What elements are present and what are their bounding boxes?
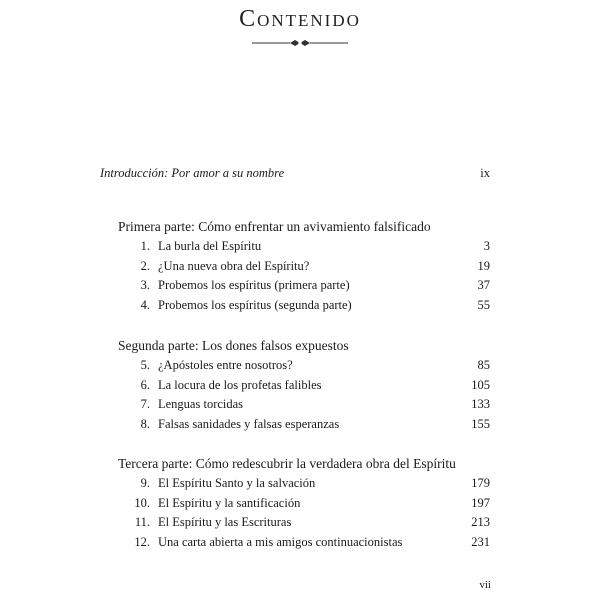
chapter-title: ¿Una nueva obra del Espíritu?: [158, 258, 310, 273]
chapter-page: 155: [471, 417, 490, 432]
toc-part-2: [118, 338, 490, 437]
toc-entry: [118, 535, 490, 555]
ornament-divider-icon: [252, 38, 348, 48]
chapter-title: Probemos los espíritus (segunda parte): [158, 298, 352, 313]
part-title: Segunda parte: Los dones falsos expuestos: [118, 338, 349, 353]
chapter-page: 105: [471, 377, 490, 392]
chapter-title: El Espíritu y las Escrituras: [158, 515, 292, 530]
chapter-number: 9.: [140, 476, 150, 490]
chapter-title: La locura de los profetas falibles: [158, 377, 322, 392]
chapter-page: 19: [477, 258, 490, 273]
part-title: Tercera parte: Cómo redescubrir la verdadera obra del Espíritu: [118, 456, 456, 471]
toc-entry: [118, 239, 490, 259]
chapter-number: 3.: [140, 278, 150, 293]
chapter-title: Lenguas torcidas: [158, 397, 244, 412]
chapter-page: 3: [483, 239, 490, 253]
chapter-number: 8.: [140, 417, 150, 432]
chapter-page: 37: [477, 278, 490, 293]
introduction-label: Introducción: Por amor a su nombre: [100, 166, 285, 180]
chapter-title: El Espíritu y la santificación: [158, 495, 301, 510]
chapter-number: 10.: [134, 495, 150, 510]
introduction-page: ix: [480, 166, 490, 180]
chapter-number: 1.: [140, 239, 150, 253]
chapter-title: La burla del Espíritu: [158, 239, 262, 253]
chapter-number: 5.: [140, 358, 150, 372]
part-title: Primera parte: Cómo enfrentar un avivamiento falsificado: [118, 219, 431, 234]
toc-entry: [118, 496, 490, 516]
toc-entry: [118, 278, 490, 298]
chapter-title: El Espíritu Santo y la salvación: [158, 476, 316, 490]
chapter-page: 85: [477, 358, 490, 372]
chapter-page: 213: [471, 515, 490, 530]
toc-entry: [118, 358, 490, 378]
toc-entry: [118, 476, 490, 496]
chapter-title: Una carta abierta a mis amigos continuacionistas: [158, 535, 403, 550]
toc-introduction: [100, 166, 490, 181]
chapter-number: 2.: [140, 258, 150, 273]
chapter-number: 12.: [134, 535, 150, 550]
chapter-page: 55: [477, 298, 490, 313]
chapter-number: 4.: [140, 298, 150, 313]
toc-entry: [118, 259, 490, 279]
chapter-page: 197: [471, 495, 490, 510]
chapter-page: 133: [471, 397, 490, 412]
chapter-page: 179: [471, 476, 490, 490]
page-title: Contenido: [239, 6, 361, 32]
chapter-number: 7.: [140, 397, 150, 412]
chapter-number: 11.: [134, 515, 150, 530]
page-number: vii: [479, 579, 491, 591]
toc-entry: [118, 515, 490, 535]
toc-entry: [118, 378, 490, 398]
chapter-number: 6.: [140, 377, 150, 392]
chapter-title: Falsas sanidades y falsas esperanzas: [158, 417, 340, 432]
chapter-title: Probemos los espíritus (primera parte): [158, 278, 350, 293]
chapter-title: ¿Apóstoles entre nosotros?: [158, 358, 293, 372]
chapter-page: 231: [471, 535, 490, 550]
toc-part-3: [118, 456, 490, 555]
toc-part-1: [118, 219, 490, 318]
toc-entry: [118, 417, 490, 437]
toc-entry: [118, 298, 490, 318]
toc-entry: [118, 397, 490, 417]
